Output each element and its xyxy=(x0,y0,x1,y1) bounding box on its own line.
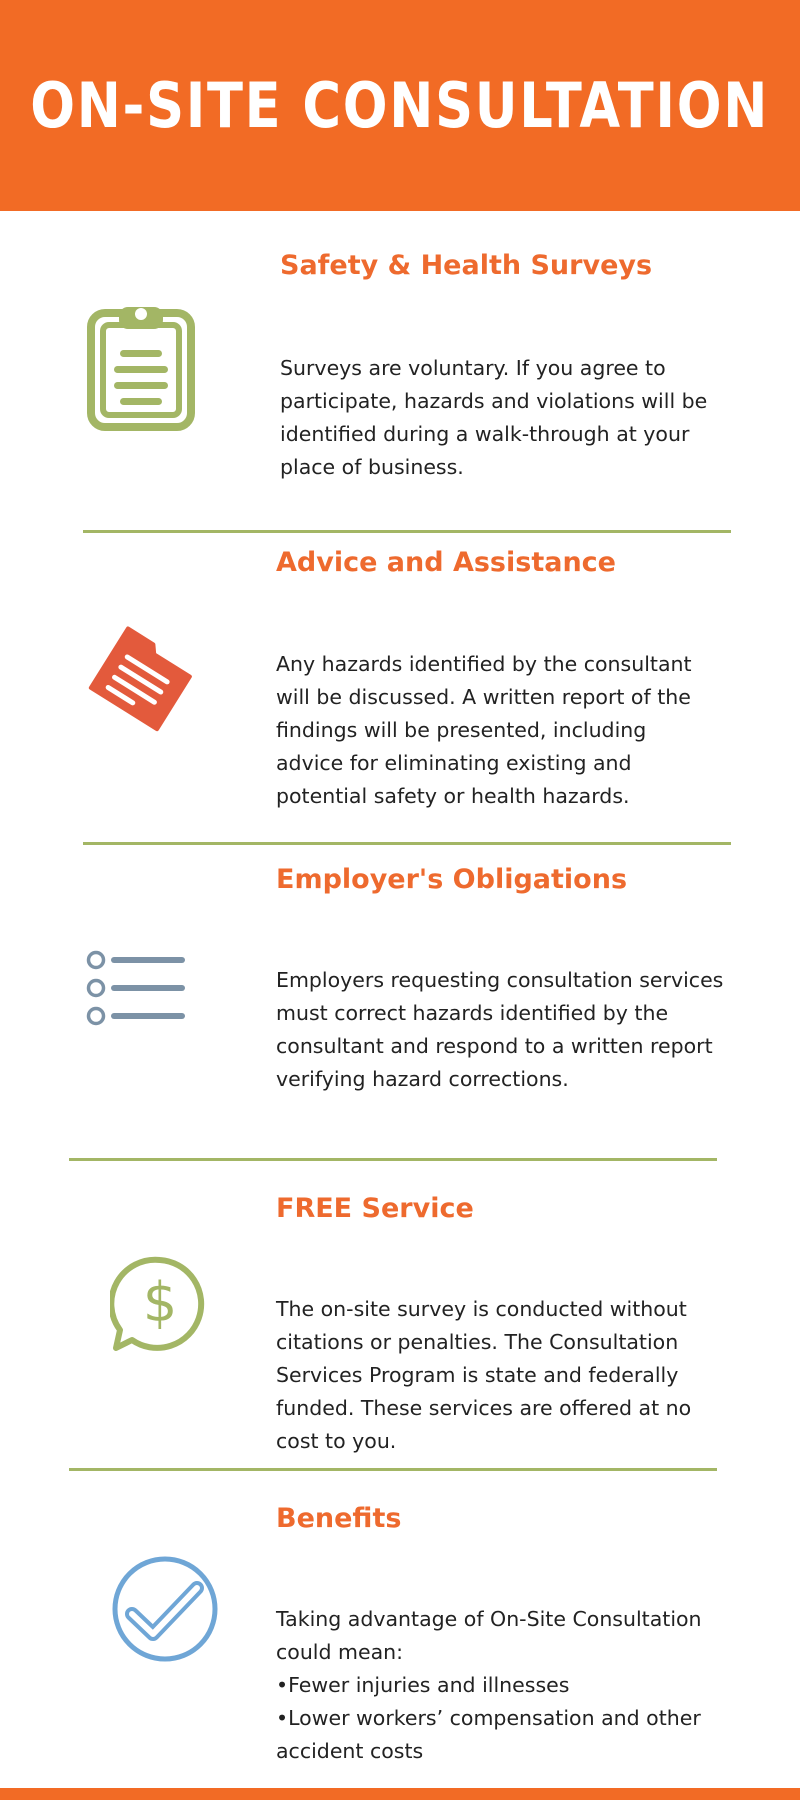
section-body-benefits: Taking advantage of On-Site Consultation could mean: •Fewer injuries and illnesses •Lower workers’ compensation and other accident costs xyxy=(276,1607,702,1763)
section-title-obligations: Employer's Obligations xyxy=(276,864,628,895)
section-body-advice: Any hazards identified by the consultant will be discussed. A written report of the findings will be presented, including advice for eliminating existing and potential safety or health hazards. xyxy=(276,652,692,808)
section-title-advice: Advice and Assistance xyxy=(276,547,616,578)
section-divider xyxy=(69,1158,717,1161)
section-body-obligations: Employers requesting consultation services must correct hazards identified by the consultant and respond to a written report verifying hazard corrections. xyxy=(276,968,724,1091)
document-icon xyxy=(84,622,202,734)
section-divider xyxy=(69,1468,717,1471)
svg-text:$: $ xyxy=(142,1271,178,1334)
section-title-benefits: Benefits xyxy=(276,1503,402,1534)
section-divider xyxy=(83,842,731,845)
section-title-free-service: FREE Service xyxy=(276,1193,474,1224)
page-title: ON-SITE CONSULTATION xyxy=(30,69,770,142)
section-title-surveys: Safety & Health Surveys xyxy=(280,250,653,281)
checkmark-circle-icon xyxy=(110,1554,220,1664)
clipboard-icon xyxy=(86,300,196,432)
footer-bar xyxy=(0,1788,800,1800)
section-divider xyxy=(83,530,731,533)
section-body-surveys: Surveys are voluntary. If you agree to participate, hazards and violations will be identified during a walk-through at your place of business. xyxy=(280,356,708,479)
header-banner xyxy=(0,0,800,211)
dollar-chat-icon xyxy=(110,1254,210,1354)
list-icon xyxy=(86,950,186,1026)
section-body-free-service: The on-site survey is conducted without citations or penalties. The Consultation Services Program is state and federally funded. These services are offered at no cost to you. xyxy=(276,1297,692,1453)
